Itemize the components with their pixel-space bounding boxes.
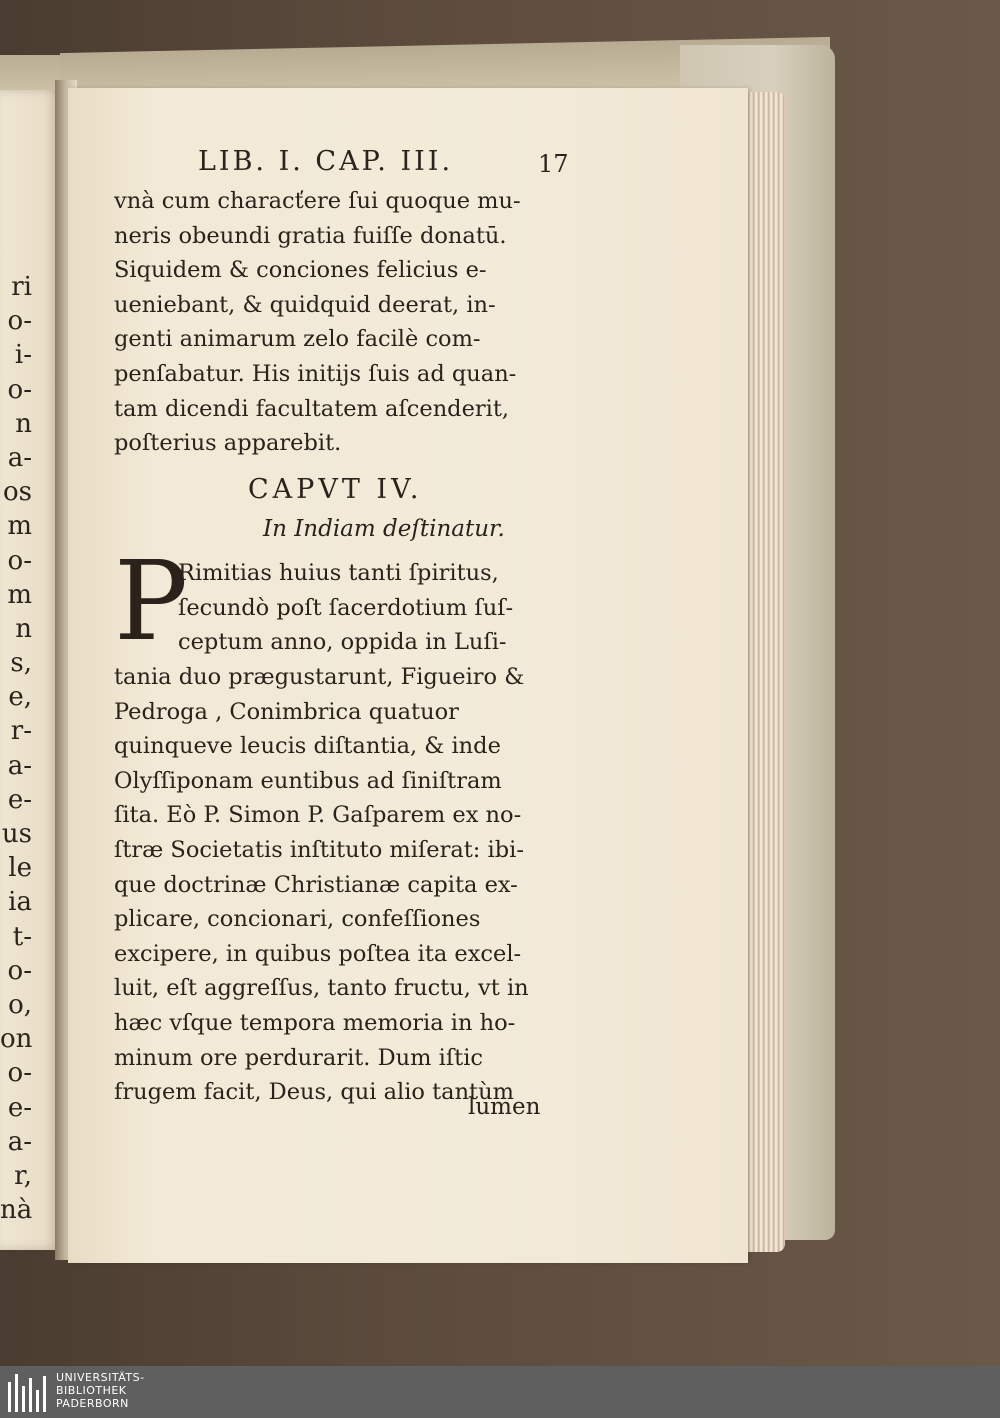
text-line: ceptum anno, oppida in Luſi- xyxy=(178,629,507,656)
left-page-fragment: n xyxy=(15,408,32,439)
left-page-fragment: e- xyxy=(7,784,32,815)
text-line: luit, eſt aggreſſus, tanto fructu, vt in xyxy=(114,975,529,1002)
left-page-fragment: o- xyxy=(7,545,32,576)
text-line: quinqueve leucis diſtantia, & inde xyxy=(114,733,501,760)
chapter-heading: CAPVT IV. xyxy=(248,474,423,505)
left-page-fragment: ia xyxy=(8,887,32,918)
text-line: ſtræ Societatis inſtituto miſerat: ibi- xyxy=(114,836,524,863)
left-page-fragment: a- xyxy=(7,442,32,473)
library-barcode-logo-icon xyxy=(8,1372,50,1412)
left-page-fragment: o- xyxy=(7,1058,32,1089)
left-page xyxy=(0,90,62,1250)
left-page-fragment: nà xyxy=(0,1195,33,1226)
left-page-fragment: m xyxy=(7,579,32,610)
left-page-fragment: o, xyxy=(8,989,32,1020)
left-page-fragment: a- xyxy=(7,750,32,781)
body-text-block-2 xyxy=(114,660,564,1110)
text-line: Siquidem & conciones felicius e- xyxy=(114,257,487,284)
text-line: penſabatur. His initijs ſuis ad quan- xyxy=(114,360,517,387)
left-page-fragment: le xyxy=(8,853,32,884)
text-line: poſterius apparebit. xyxy=(114,430,342,457)
left-page-fragment: os xyxy=(3,477,32,508)
text-line: frugem facit, Deus, qui alio tantùm xyxy=(114,1079,514,1106)
left-page-fragment: r, xyxy=(14,1160,32,1191)
text-line: ueniebant, & quidquid deerat, in- xyxy=(114,291,496,318)
left-page-text xyxy=(0,270,60,1227)
text-line: ſita. Eò P. Simon P. Gaſparem ex no- xyxy=(114,802,522,829)
library-name-line: UNIVERSITÄTS- xyxy=(56,1371,145,1384)
body-text-indented xyxy=(178,556,578,660)
text-line: excipere, in quibus poſtea ita excel- xyxy=(114,940,522,967)
running-head: LIB. I. CAP. III. xyxy=(198,146,454,177)
left-page-fragment: o- xyxy=(7,306,32,337)
library-name-line: PADERBORN xyxy=(56,1397,129,1410)
left-page-fragment: s, xyxy=(10,648,32,679)
left-page-fragment: e- xyxy=(7,1092,32,1123)
library-name xyxy=(56,1371,145,1410)
left-page-fragment: n xyxy=(15,613,32,644)
text-line: vnà cum characťere ſui quoque mu- xyxy=(114,188,521,214)
chapter-subtitle: In Indiam deſtinatur. xyxy=(263,516,505,542)
text-line: tam dicendi facultatem aſcenderit, xyxy=(114,395,510,422)
text-line: hæc vſque tempora memoria in ho- xyxy=(114,1009,516,1036)
left-page-fragment: t- xyxy=(12,921,32,952)
left-page-fragment: o- xyxy=(7,955,32,986)
left-page-fragment: m xyxy=(7,511,32,542)
text-line: Rimitias huius tanti ſpiritus, xyxy=(178,560,499,586)
text-line: que doctrinæ Christianæ capita ex- xyxy=(114,871,518,898)
left-page-fragment: o- xyxy=(7,374,32,405)
text-line: Pedroga , Conimbrica quatuor xyxy=(114,698,459,725)
left-page-fragment: us xyxy=(1,819,32,849)
left-page-fragment: r- xyxy=(10,716,32,747)
text-line: plicare, concionari, confeſſiones xyxy=(114,906,481,933)
text-line: neris obeundi gratia fuiſſe donatū. xyxy=(114,222,507,249)
library-name-line: BIBLIOTHEK xyxy=(56,1384,127,1397)
left-page-fragment: i- xyxy=(14,340,32,371)
drop-cap: P xyxy=(114,537,189,665)
footer-bar xyxy=(0,1366,1000,1418)
text-line: tania duo prægustarunt, Figueiro & xyxy=(114,664,525,690)
right-page xyxy=(68,88,748,1263)
left-page-fragment: on xyxy=(0,1024,33,1055)
left-page-fragment: a- xyxy=(7,1126,32,1157)
text-line: ſecundò poſt ſacerdotium ſuſ- xyxy=(178,594,514,621)
left-page-fragment: e, xyxy=(8,682,32,713)
text-line: minum ore perdurarit. Dum iſtic xyxy=(114,1044,483,1071)
body-text-block-1 xyxy=(114,184,564,461)
page-number: 17 xyxy=(538,150,569,178)
left-page-fragment: ri xyxy=(11,272,32,302)
catchword: lumen xyxy=(468,1094,541,1120)
text-line: Olyſſiponam euntibus ad ſiniſtram xyxy=(114,767,502,794)
text-line: genti animarum zelo facilè com- xyxy=(114,326,481,353)
